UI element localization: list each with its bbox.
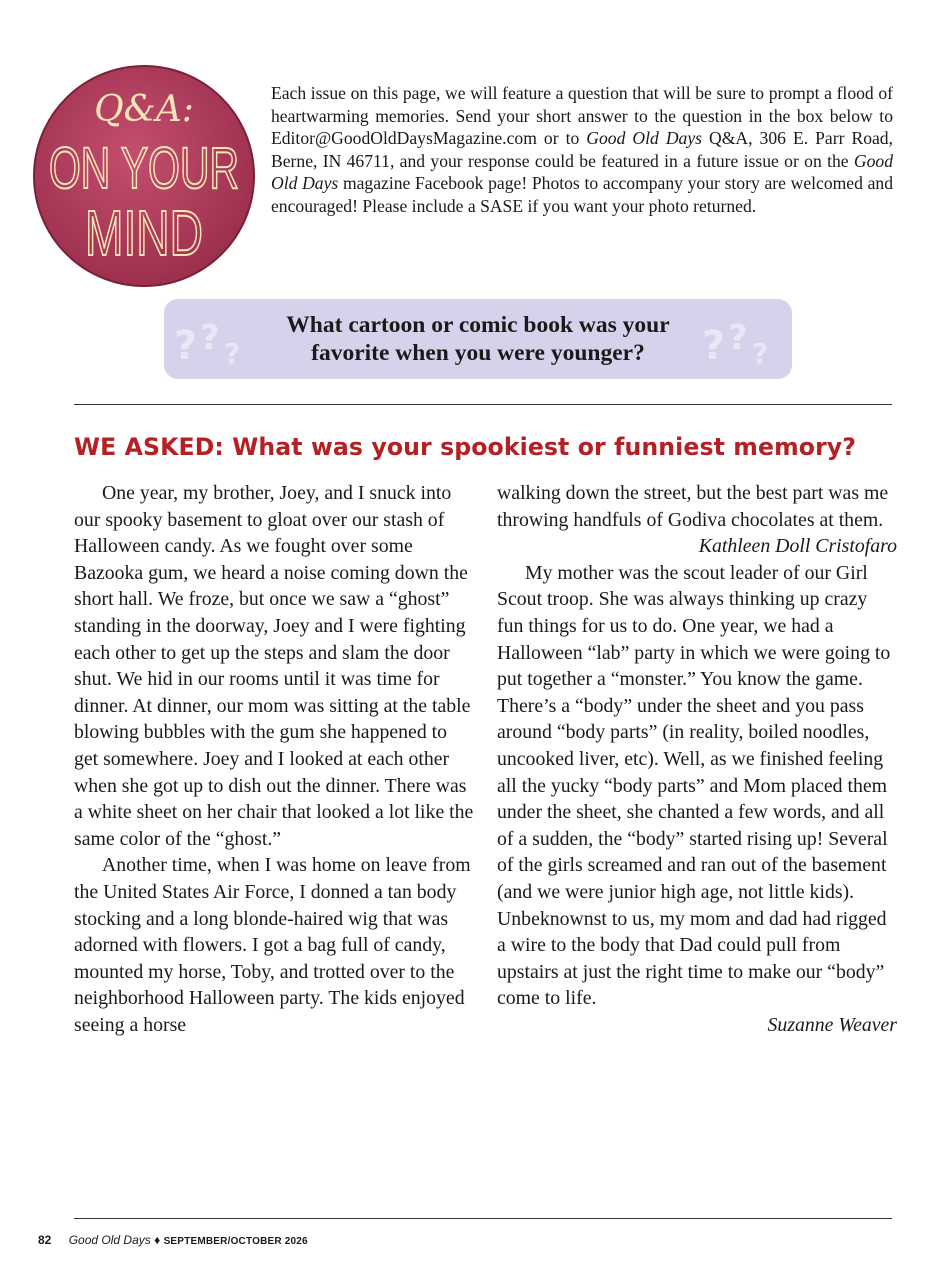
- question-text: What cartoon or comic book was your favorite when you were younger?: [286, 312, 670, 366]
- logo-on-your-text: ON YOUR: [49, 136, 239, 201]
- author-signature: Suzanne Weaver: [767, 1013, 897, 1036]
- svg-text:?: ?: [200, 318, 220, 358]
- footer-issue-date: SEPTEMBER/OCTOBER 2026: [163, 1236, 308, 1247]
- question-box: [164, 299, 792, 379]
- logo-mind-text: MIND: [85, 197, 203, 269]
- footer-separator-icon: ♦: [154, 1233, 161, 1247]
- story-column-right: [497, 480, 897, 1038]
- story-paragraph: My mother was the scout leader of our Girl Scout troop. She was always thinking up crazy fun things for us to do. One year, we had a Halloween “lab” party in which we were going to put together a “monster.” You know the game. There’s a “body” under the sheet and you pass around “body parts” (in reality, boiled noodles, uncooked liver, etc). Well, as we finished feeling all the yucky “body parts” and Mom placed them under the sheet, she chanted a few words, and all of a sudden, the “body” started rising up! Several of the girls screamed and ran out of the basement (and we were junior high age, not little kids). Unbeknownst to us, my mom and dad had rigged a wire to the body that Dad could pull from upstairs at just the right time to make our “body” come to life.: [497, 561, 891, 1010]
- story-paragraph: Another time, when I was home on leave from the United States Air Force, I donned a tan body stocking and a long blonde-haired wig that was adorned with flowers. I got a bag full of candy, mounted my horse, Toby, and trotted over to the neighborhood Halloween party. The kids enjoyed seeing a horse: [74, 854, 471, 1036]
- story-paragraph: walking down the street, but the best part was me throwing handfuls of Godiva chocolates at them.: [497, 482, 889, 531]
- story-column-left: [74, 480, 474, 1038]
- svg-text:?: ?: [752, 337, 769, 370]
- top-divider: [74, 404, 892, 405]
- intro-paragraph: Each issue on this page, we will feature a question that will be sure to prompt a flood of heartwarming memories. Send your short answer to the question in the box below to Editor@GoodOldDaysMagazine.com or to Good Old Days Q&A, 306 E. Parr Road, Berne, IN 46711, and your response could be featured in a future issue or on the Good Old Days magazine Facebook page! Photos to accompany your story are welcomed and encouraged! Please include a SASE if you want your photo returned.: [271, 83, 894, 216]
- question-marks-right-icon: [698, 307, 788, 371]
- question-marks-left-icon: [170, 307, 260, 371]
- footer-magazine-name: Good Old Days: [68, 1233, 151, 1247]
- qa-on-your-mind-logo: [31, 63, 257, 289]
- page-number: 82: [38, 1233, 52, 1247]
- svg-text:?: ?: [174, 323, 198, 369]
- svg-text:?: ?: [702, 323, 726, 369]
- svg-text:?: ?: [224, 337, 241, 370]
- svg-text:?: ?: [728, 318, 748, 358]
- we-asked-headline: WE ASKED: What was your spookiest or funniest memory?: [74, 433, 857, 461]
- page-footer: [38, 1233, 308, 1247]
- author-signature: Kathleen Doll Cristofaro: [698, 535, 897, 558]
- logo-qa-text: Q&A:: [94, 89, 194, 130]
- story-paragraph: One year, my brother, Joey, and I snuck into our spooky basement to gloat over our stash of Halloween candy. As we fought over some Bazooka gum, we heard a noise coming down the short hall. We froze, but once we saw a “ghost” standing in the doorway, Joey and I were fighting each other to get up the steps and slam the door shut. We hid in our rooms until it was time for dinner. At dinner, our mom was sitting at the table blowing bubbles with the gum she happened to get somewhere. Joey and I looked at each other when she got up to dish out the dinner. There was a white sheet on her chair that looked a lot like the same color of the “ghost.”: [74, 482, 474, 850]
- bottom-divider: [74, 1218, 892, 1219]
